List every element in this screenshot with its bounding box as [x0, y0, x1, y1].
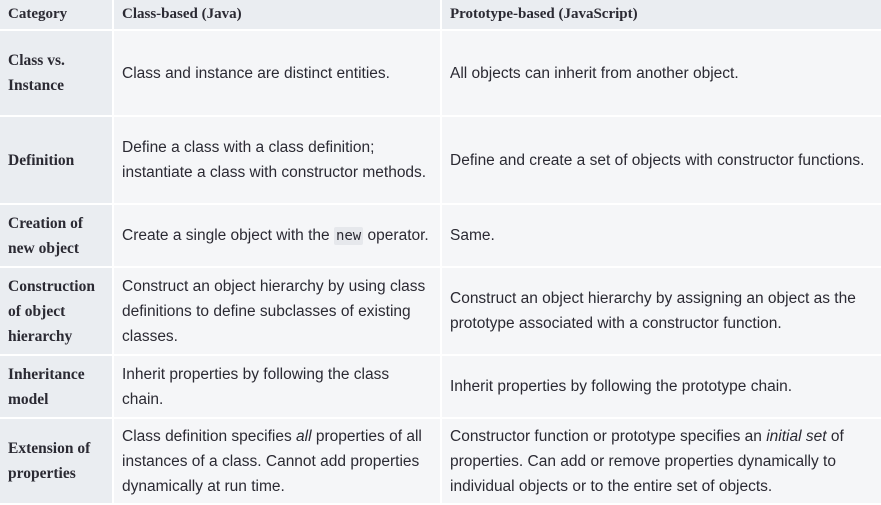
- prototype-based-cell: [442, 419, 881, 503]
- prototype-based-cell: Define and create a set of objects with constructor functions.: [442, 117, 881, 203]
- table-row: [0, 205, 881, 266]
- table-body: [0, 31, 881, 503]
- row-category: Extension of properties: [0, 419, 112, 503]
- table-row: [0, 268, 881, 354]
- row-category: Construction of object hierarchy: [0, 268, 112, 354]
- prototype-based-cell: Inherit properties by following the prototype chain.: [442, 356, 881, 417]
- cell-text: operator.: [363, 226, 429, 244]
- prototype-based-cell: All objects can inherit from another object.: [442, 31, 881, 115]
- header-row: [0, 0, 881, 29]
- table-row: [0, 356, 881, 417]
- table-row: [0, 31, 881, 115]
- cell-text: Create a single object with the: [122, 226, 334, 244]
- table-row: [0, 419, 881, 503]
- prototype-based-cell: Same.: [442, 205, 881, 266]
- class-based-cell: Define a class with a class definition; instantiate a class with constructor methods.: [114, 117, 440, 203]
- class-based-cell: Construct an object hierarchy by using class definitions to define subclasses of existing classes.: [114, 268, 440, 354]
- class-based-cell: Inherit properties by following the class chain.: [114, 356, 440, 417]
- cell-text: Constructor function or prototype specifies an: [450, 427, 767, 445]
- class-based-cell: [114, 205, 440, 266]
- cell-text: Class definition specifies: [122, 427, 297, 445]
- row-category: Definition: [0, 117, 112, 203]
- table-header: [0, 0, 881, 29]
- emphasis-text: initial set: [766, 427, 827, 445]
- header-prototype-based: Prototype-based (JavaScript): [442, 0, 881, 29]
- class-based-cell: Class and instance are distinct entities.: [114, 31, 440, 115]
- class-based-cell: [114, 419, 440, 503]
- cell-text: properties of all instances of a class. Cannot add properties dynamically at run time.: [122, 427, 422, 495]
- row-category: Creation of new object: [0, 205, 112, 266]
- table-row: [0, 117, 881, 203]
- row-category: Inheritance model: [0, 356, 112, 417]
- header-class-based: Class-based (Java): [114, 0, 440, 29]
- inline-code: new: [335, 227, 362, 244]
- prototype-based-cell: Construct an object hierarchy by assigning an object as the prototype associated with a constructor function.: [442, 268, 881, 354]
- header-category: Category: [0, 0, 112, 29]
- emphasis-text: all: [296, 427, 312, 445]
- cell-text: of properties. Can add or remove properties dynamically to individual objects or to the entire set of objects.: [450, 427, 844, 495]
- row-category: Class vs. Instance: [0, 31, 112, 115]
